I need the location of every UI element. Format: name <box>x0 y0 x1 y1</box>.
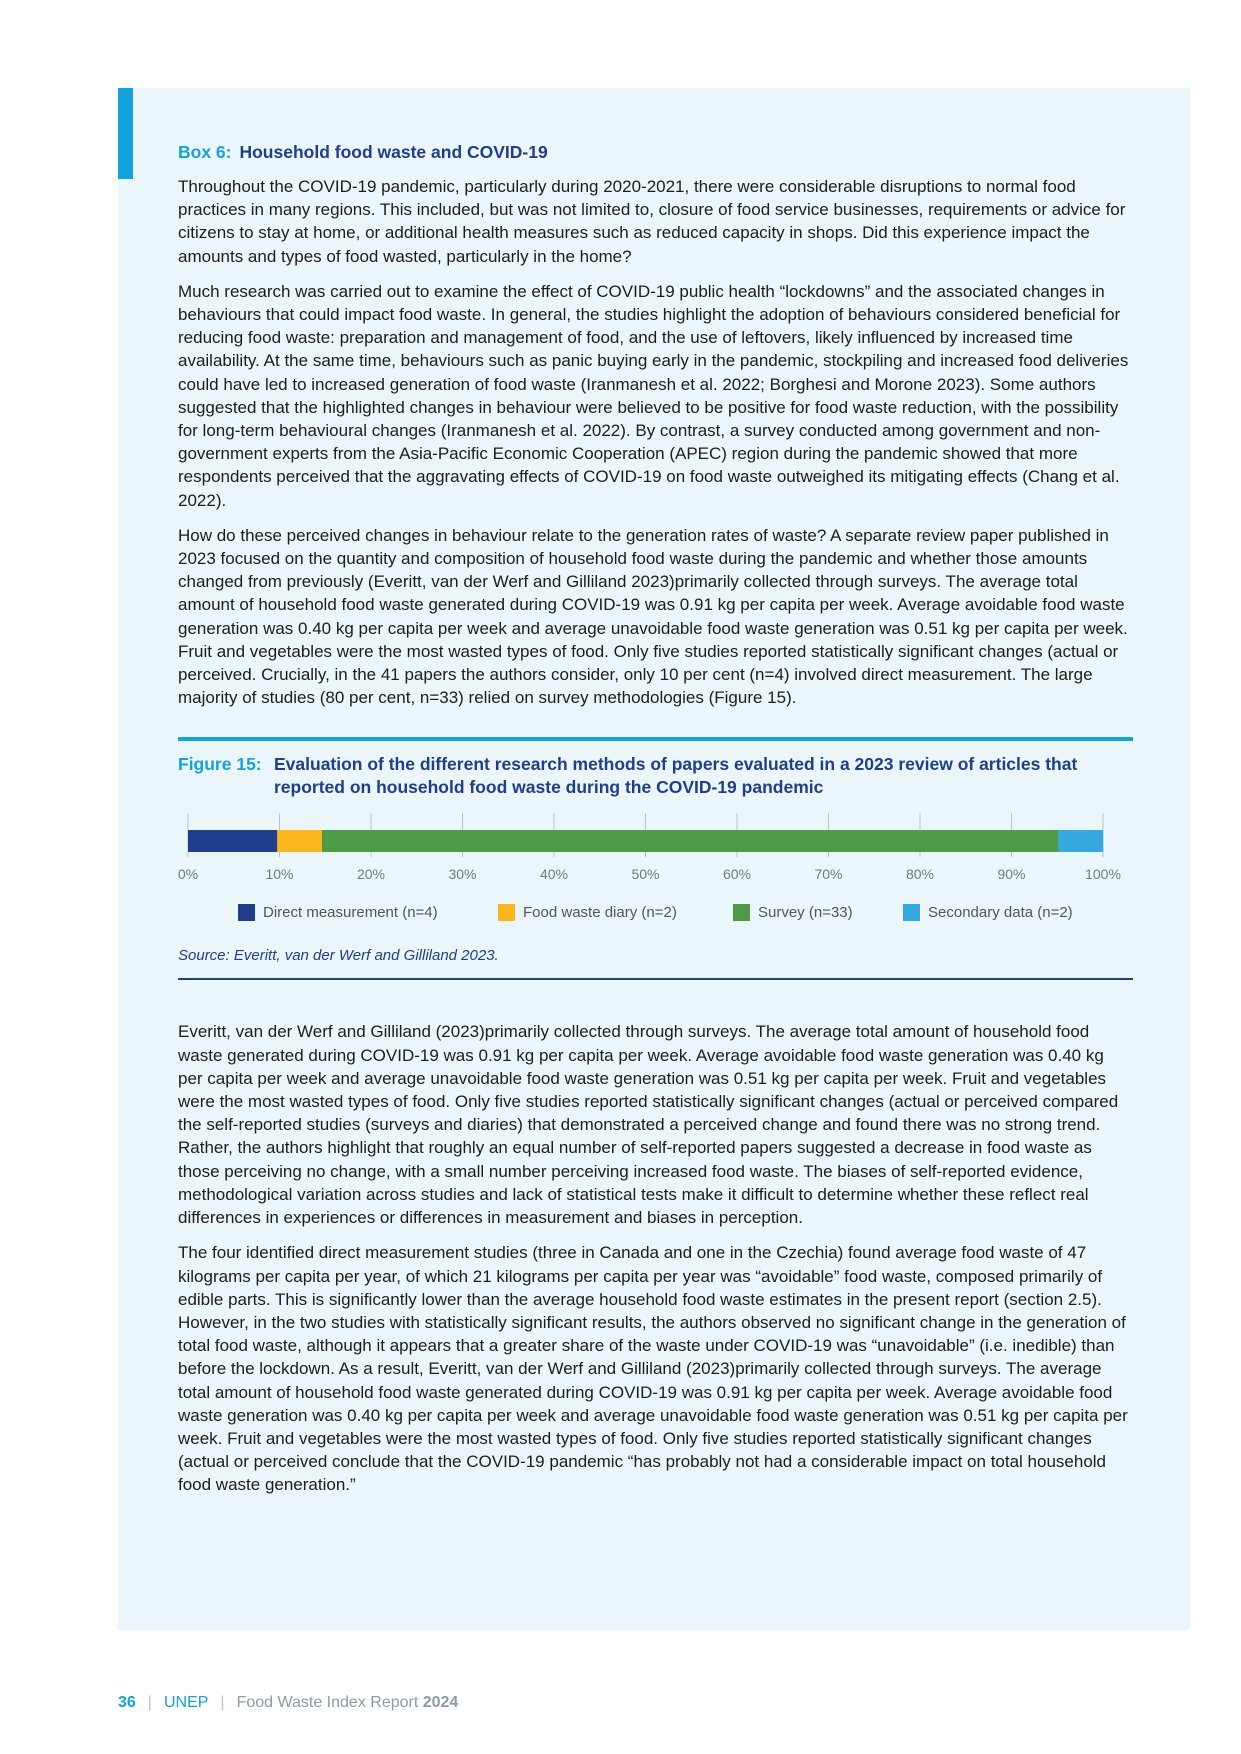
x-tick-label: 70% <box>814 866 843 883</box>
x-tick-label: 20% <box>356 866 386 883</box>
x-tick-label: 60% <box>722 866 752 883</box>
legend-label: Food waste diary (n=2) <box>523 904 677 922</box>
page-footer <box>118 1694 458 1712</box>
figure-bottom-rule <box>178 978 1133 980</box>
x-tick-label: 30% <box>448 866 477 883</box>
legend-label: Survey (n=33) <box>758 904 853 922</box>
legend-label: Secondary data (n=2) <box>928 904 1073 922</box>
chart-legend <box>178 904 1133 926</box>
legend-swatch <box>498 904 515 921</box>
box-heading <box>178 142 1133 163</box>
footer-year: 2024 <box>422 1694 459 1711</box>
figure-source: Source: Everitt, van der Werf and Gilliland 2023. <box>178 947 499 965</box>
figure-label: Figure 15: <box>178 754 262 775</box>
box-accent-bar <box>118 88 133 179</box>
chart-svg <box>178 813 1133 903</box>
x-tick-label: 50% <box>631 866 660 883</box>
stacked-bar-chart <box>178 813 1133 939</box>
bar-segment-0 <box>188 830 277 852</box>
legend-swatch <box>903 904 920 921</box>
footer-report: Food Waste Index Report <box>236 1694 419 1711</box>
paragraph: The four identified direct measurement studies (three in Canada and one in the Czechia) found average food waste of 47 kilograms per capita per year, of which 21 kilograms per capita per year was “avoidable” food waste, composed primarily of edible parts. This is significantly lower than the average household food waste estimates in the present report (section 2.5). However, in the two studies with statistically significant results, the authors observed no significant change in the generation of total food waste, although it appears that a greater share of the waste under COVID-19 was “unavoidable” (i.e. inedible) than before the lockdown. As a result, Everitt, van der Werf and Gilliland (2023)primarily collected through surveys. The average total amount of household food waste generated during COVID-19 was 0.91 kg per capita per week. Average avoidable food waste generation was 0.40 kg per capita per week and average unavoidable food waste generation was 0.51 kg per capita per week. Fruit and vegetables were the most wasted types of food. Only five studies reported statistically significant changes (actual or perceived conclude that the COVID-19 pandemic “has probably not had a considerable impact on total household food waste generation.” <box>178 1243 1128 1495</box>
footer-separator: | <box>220 1694 225 1711</box>
figure-title-text: Evaluation of the different research methods of papers evaluated in a 2023 review of articles that reported on household food waste during the COVID-19 pandemic <box>274 754 1078 798</box>
x-tick-label: 0% <box>178 866 199 883</box>
figure-title <box>178 753 1133 799</box>
footer-org: UNEP <box>163 1694 209 1711</box>
x-tick-label: 40% <box>539 866 569 883</box>
bar-segment-1 <box>277 830 322 852</box>
box-content <box>178 142 1133 1509</box>
paragraph: Everitt, van der Werf and Gilliland (2023)primarily collected through surveys. The average total amount of household food waste generated during COVID-19 was 0.91 kg per capita per week. Average avoidable food waste generation was 0.40 kg per capita per week and average unavoidable food waste generation was 0.51 kg per capita per week. Fruit and vegetables were the most wasted types of food. Only five studies reported statistically significant changes (actual or perceived compared the self-reported studies (surveys and diaries) that demonstrated a perceived change and found there was no strong trend. Rather, the authors highlight that roughly an equal number of self-reported papers suggested a decrease in food waste as those perceiving no change, with a small number perceiving increased food waste. The biases of self-reported evidence, methodological variation across studies and lack of statistical tests make it difficult to determine whether these reflect real differences in experiences or differences in measurement and biases in perception. <box>178 1022 1119 1228</box>
paragraph: Throughout the COVID-19 pandemic, particularly during 2020-2021, there were considerable disruptions to normal food practices in many regions. This included, but was not limited to, closure of food service businesses, requirements or advice for citizens to stay at home, or additional health measures such as reduced capacity in shops. Did this experience impact the amounts and types of food wasted, particularly in the home? <box>178 177 1126 266</box>
legend-item <box>733 904 853 921</box>
box-label: Box 6: <box>178 142 232 162</box>
legend-swatch <box>238 904 255 921</box>
x-tick-label: 10% <box>265 866 294 883</box>
box-title: Household food waste and COVID-19 <box>239 142 548 162</box>
x-tick-label: 80% <box>905 866 935 883</box>
footer-separator: | <box>147 1694 152 1711</box>
legend-item <box>498 904 677 921</box>
legend-swatch <box>733 904 750 921</box>
paragraph: Much research was carried out to examine the effect of COVID-19 public health “lockdowns” and the associated changes in behaviours that could impact food waste. In general, the studies highlight the adoption of behaviours considered beneficial for reducing food waste: preparation and management of food, and the use of leftovers, likely influenced by increased time availability. At the same time, behaviours such as panic buying early in the pandemic, stockpiling and increased food deliveries could have led to increased generation of food waste (Iranmanesh et al. 2022; Borghesi and Morone 2023). Some authors suggested that the highlighted changes in behaviour were believed to be positive for food waste reduction, with the possibility for long-term behavioural changes (Iranmanesh et al. 2022). By contrast, a survey conducted among government and non-government experts from the Asia-Pacific Economic Cooperation (APEC) region during the pandemic showed that more respondents perceived that the aggravating effects of COVID-19 on food waste outweighed its mitigating effects (Chang et al. 2022). <box>178 281 1129 510</box>
legend-label: Direct measurement (n=4) <box>263 904 438 922</box>
legend-item <box>903 904 1073 921</box>
legend-item <box>238 904 438 921</box>
x-tick-label: 90% <box>997 866 1026 883</box>
x-tick-label: 100% <box>1085 866 1121 883</box>
bar-segment-2 <box>322 830 1058 852</box>
bar-segment-3 <box>1058 830 1103 852</box>
figure-top-rule <box>178 737 1133 741</box>
paragraph: How do these perceived changes in behaviour relate to the generation rates of waste? A separate review paper published in 2023 focused on the quantity and composition of household food waste during the pandemic and whether those amounts changed from previously (Everitt, van der Werf and Gilliland 2023)primarily collected through surveys. The average total amount of household food waste generated during COVID-19 was 0.91 kg per capita per week. Average avoidable food waste generation was 0.40 kg per capita per week and average unavoidable food waste generation was 0.51 kg per capita per week. Fruit and vegetables were the most wasted types of food. Only five studies reported statistically significant changes (actual or perceived. Crucially, in the 41 papers the authors consider, only 10 per cent (n=4) involved direct measurement. The large majority of studies (80 per cent, n=33) relied on survey methodologies (Figure 15). <box>178 525 1128 708</box>
page-number: 36 <box>118 1694 136 1711</box>
